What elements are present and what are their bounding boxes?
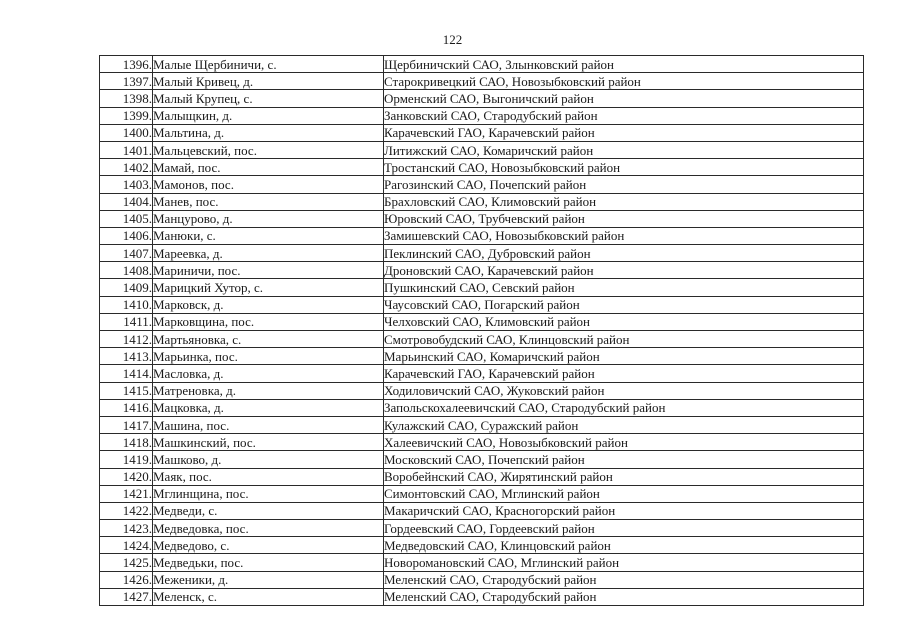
table-row [100,124,864,141]
district-cell: Литижский САО, Комаричский район [384,141,864,158]
settlement-name-cell: Манцурово, д. [153,210,384,227]
district-cell: Меленский САО, Стародубский район [384,588,864,605]
table-row [100,485,864,502]
district-cell: Рагозинский САО, Почепский район [384,176,864,193]
settlement-name-cell: Машково, д. [153,451,384,468]
settlement-name-cell: Меженики, д. [153,571,384,588]
district-cell: Симонтовский САО, Мглинский район [384,485,864,502]
row-number-cell: 1419. [100,451,153,468]
row-number-cell: 1396. [100,56,153,73]
settlement-name-cell: Масловка, д. [153,365,384,382]
settlement-name-cell: Мамонов, пос. [153,176,384,193]
table-row [100,554,864,571]
settlement-name-cell: Машина, пос. [153,416,384,433]
row-number-cell: 1397. [100,73,153,90]
settlement-name-cell: Марковск, д. [153,296,384,313]
row-number-cell: 1426. [100,571,153,588]
district-cell: Старокривецкий САО, Новозыбковский район [384,73,864,90]
district-cell: Марьинский САО, Комаричский район [384,348,864,365]
settlement-name-cell: Медведовка, пос. [153,520,384,537]
district-cell: Дроновский САО, Карачевский район [384,262,864,279]
settlement-name-cell: Меленск, с. [153,588,384,605]
settlement-name-cell: Мариничи, пос. [153,262,384,279]
table-row [100,451,864,468]
table-row [100,331,864,348]
table-row [100,107,864,124]
row-number-cell: 1425. [100,554,153,571]
table-row [100,537,864,554]
district-cell: Чаусовский САО, Погарский район [384,296,864,313]
table-row [100,399,864,416]
table-row [100,313,864,330]
settlement-name-cell: Мальцевский, пос. [153,141,384,158]
settlement-name-cell: Медведьки, пос. [153,554,384,571]
settlement-name-cell: Манюки, с. [153,227,384,244]
settlement-name-cell: Малый Кривец, д. [153,73,384,90]
settlements-table-body [100,56,864,606]
settlement-name-cell: Марковщина, пос. [153,313,384,330]
row-number-cell: 1410. [100,296,153,313]
table-row [100,348,864,365]
district-cell: Новоромановский САО, Мглинский район [384,554,864,571]
row-number-cell: 1406. [100,227,153,244]
table-row [100,176,864,193]
table-row [100,262,864,279]
settlement-name-cell: Матреновка, д. [153,382,384,399]
table-row [100,141,864,158]
row-number-cell: 1422. [100,502,153,519]
district-cell: Карачевский ГАО, Карачевский район [384,124,864,141]
table-row [100,90,864,107]
district-cell: Московский САО, Почепский район [384,451,864,468]
settlement-name-cell: Медведи, с. [153,502,384,519]
settlement-name-cell: Мальтина, д. [153,124,384,141]
table-row [100,56,864,73]
row-number-cell: 1418. [100,434,153,451]
table-row [100,193,864,210]
row-number-cell: 1416. [100,399,153,416]
settlement-name-cell: Мглинщина, пос. [153,485,384,502]
row-number-cell: 1427. [100,588,153,605]
table-row [100,520,864,537]
row-number-cell: 1420. [100,468,153,485]
row-number-cell: 1424. [100,537,153,554]
table-row [100,210,864,227]
settlement-name-cell: Мамай, пос. [153,159,384,176]
district-cell: Халеевичский САО, Новозыбковский район [384,434,864,451]
district-cell: Занковский САО, Стародубский район [384,107,864,124]
table-row [100,279,864,296]
settlement-name-cell: Машкинский, пос. [153,434,384,451]
table-row [100,416,864,433]
row-number-cell: 1413. [100,348,153,365]
district-cell: Щербиничский САО, Злынковский район [384,56,864,73]
table-row [100,296,864,313]
settlement-name-cell: Марьинка, пос. [153,348,384,365]
row-number-cell: 1417. [100,416,153,433]
district-cell: Юровский САО, Трубчевский район [384,210,864,227]
row-number-cell: 1402. [100,159,153,176]
page-number: 122 [442,32,463,47]
row-number-cell: 1398. [100,90,153,107]
table-row [100,382,864,399]
row-number-cell: 1415. [100,382,153,399]
district-cell: Запольскохалеевичский САО, Стародубский район [384,399,864,416]
settlement-name-cell: Манев, пос. [153,193,384,210]
settlement-name-cell: Мацковка, д. [153,399,384,416]
settlement-name-cell: Маяк, пос. [153,468,384,485]
table-row [100,588,864,605]
row-number-cell: 1423. [100,520,153,537]
row-number-cell: 1400. [100,124,153,141]
table-row [100,468,864,485]
district-cell: Пеклинский САО, Дубровский район [384,245,864,262]
table-row [100,159,864,176]
settlement-name-cell: Малый Крупец, с. [153,90,384,107]
settlement-name-cell: Мартьяновка, с. [153,331,384,348]
table-row [100,571,864,588]
row-number-cell: 1412. [100,331,153,348]
district-cell: Брахловский САО, Климовский район [384,193,864,210]
row-number-cell: 1414. [100,365,153,382]
district-cell: Кулажский САО, Суражский район [384,416,864,433]
table-row [100,73,864,90]
row-number-cell: 1411. [100,313,153,330]
table-row [100,245,864,262]
row-number-cell: 1409. [100,279,153,296]
district-cell: Замишевский САО, Новозыбковский район [384,227,864,244]
table-row [100,502,864,519]
table-row [100,434,864,451]
table-row [100,227,864,244]
table-row [100,365,864,382]
district-cell: Пушкинский САО, Севский район [384,279,864,296]
row-number-cell: 1421. [100,485,153,502]
district-cell: Воробейнский САО, Жирятинский район [384,468,864,485]
settlement-name-cell: Марицкий Хутор, с. [153,279,384,296]
settlements-table [99,55,864,606]
row-number-cell: 1404. [100,193,153,210]
district-cell: Тростанский САО, Новозыбковский район [384,159,864,176]
settlement-name-cell: Малыщкин, д. [153,107,384,124]
district-cell: Макаричский САО, Красногорский район [384,502,864,519]
row-number-cell: 1405. [100,210,153,227]
settlement-name-cell: Мареевка, д. [153,245,384,262]
district-cell: Меленский САО, Стародубский район [384,571,864,588]
row-number-cell: 1401. [100,141,153,158]
district-cell: Челховский САО, Климовский район [384,313,864,330]
district-cell: Ходиловичский САО, Жуковский район [384,382,864,399]
district-cell: Смотровобудский САО, Клинцовский район [384,331,864,348]
row-number-cell: 1407. [100,245,153,262]
district-cell: Гордеевский САО, Гордеевский район [384,520,864,537]
row-number-cell: 1403. [100,176,153,193]
district-cell: Медведовский САО, Клинцовский район [384,537,864,554]
settlement-name-cell: Медведово, с. [153,537,384,554]
settlement-name-cell: Малые Щербиничи, с. [153,56,384,73]
row-number-cell: 1399. [100,107,153,124]
district-cell: Карачевский ГАО, Карачевский район [384,365,864,382]
row-number-cell: 1408. [100,262,153,279]
district-cell: Орменский САО, Выгоничский район [384,90,864,107]
